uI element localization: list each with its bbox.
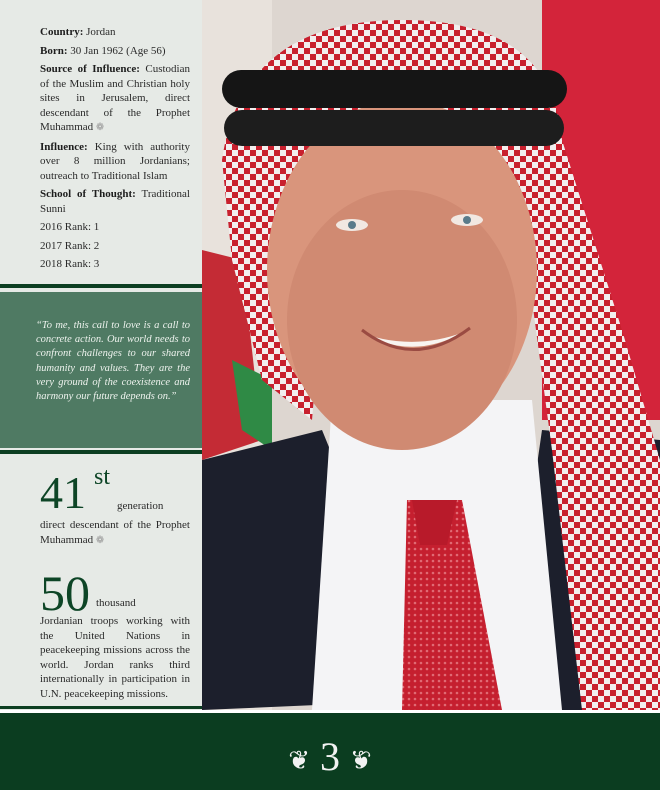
portrait-illustration bbox=[202, 0, 660, 710]
rank-2016: 2016 Rank: 1 bbox=[40, 221, 100, 233]
divider bbox=[0, 706, 202, 709]
page-footer bbox=[0, 710, 660, 790]
stat-troops-text: Jordanian troops working with the United Nations in peacekeeping missions across the world. Jordan ranks third internationally in participation in U.N. peacekeeping missions. bbox=[40, 615, 190, 700]
ornament-left-icon: ❦ bbox=[288, 745, 310, 775]
rank-2017: 2017 Rank: 2 bbox=[40, 239, 100, 252]
quote-text: “To me, this call to love is a call to concrete action. Our world needs to confront challenges to our shared humanity and values. They are the very ground of the coexistence and harmony our future depends on.” bbox=[36, 320, 190, 403]
born-label: Born: bbox=[40, 44, 68, 57]
source-value: Custodian of the Muslim and Christian holy sites in Jerusalem, direct descendant of the Prophet Muhammad bbox=[40, 63, 190, 133]
profile-facts bbox=[40, 25, 190, 276]
stat-generation-text: direct descendant of the Prophet Muhammad bbox=[40, 519, 190, 546]
rank-2018: 2018 Rank: 3 bbox=[40, 258, 100, 270]
profile-sidebar bbox=[0, 0, 202, 710]
school-label: School of Thought: bbox=[40, 188, 136, 200]
agal bbox=[222, 70, 567, 108]
page-number-row bbox=[0, 735, 660, 783]
seal-icon: ❁ bbox=[95, 122, 105, 133]
divider bbox=[0, 450, 202, 454]
stat-generation-number: 41 bbox=[40, 467, 86, 518]
portrait-photo bbox=[202, 0, 660, 710]
source-label: Source of Influence: bbox=[40, 63, 140, 75]
divider bbox=[0, 284, 202, 288]
stat-generation-unit: generation bbox=[117, 500, 164, 512]
stat-troops-unit: thousand bbox=[96, 597, 136, 609]
page-number: 3 bbox=[320, 734, 340, 779]
born-value: 30 Jan 1962 (Age 56) bbox=[70, 44, 166, 57]
country-value: Jordan bbox=[86, 26, 116, 38]
influence-label: Influence: bbox=[40, 140, 88, 153]
ornament-right-icon: ❦ bbox=[350, 745, 372, 775]
influence-value: King with authority over 8 million Jordanians; outreach to Traditional Islam bbox=[40, 140, 190, 182]
stat-generation-description bbox=[40, 518, 190, 548]
quote-box bbox=[0, 292, 202, 448]
school-value: Traditional Sunni bbox=[40, 188, 190, 215]
stat-troops-number: 50 bbox=[40, 565, 90, 621]
stat-generation-suffix: st bbox=[94, 464, 111, 490]
seal-icon: ❁ bbox=[95, 534, 105, 546]
country-label: Country: bbox=[40, 26, 84, 38]
